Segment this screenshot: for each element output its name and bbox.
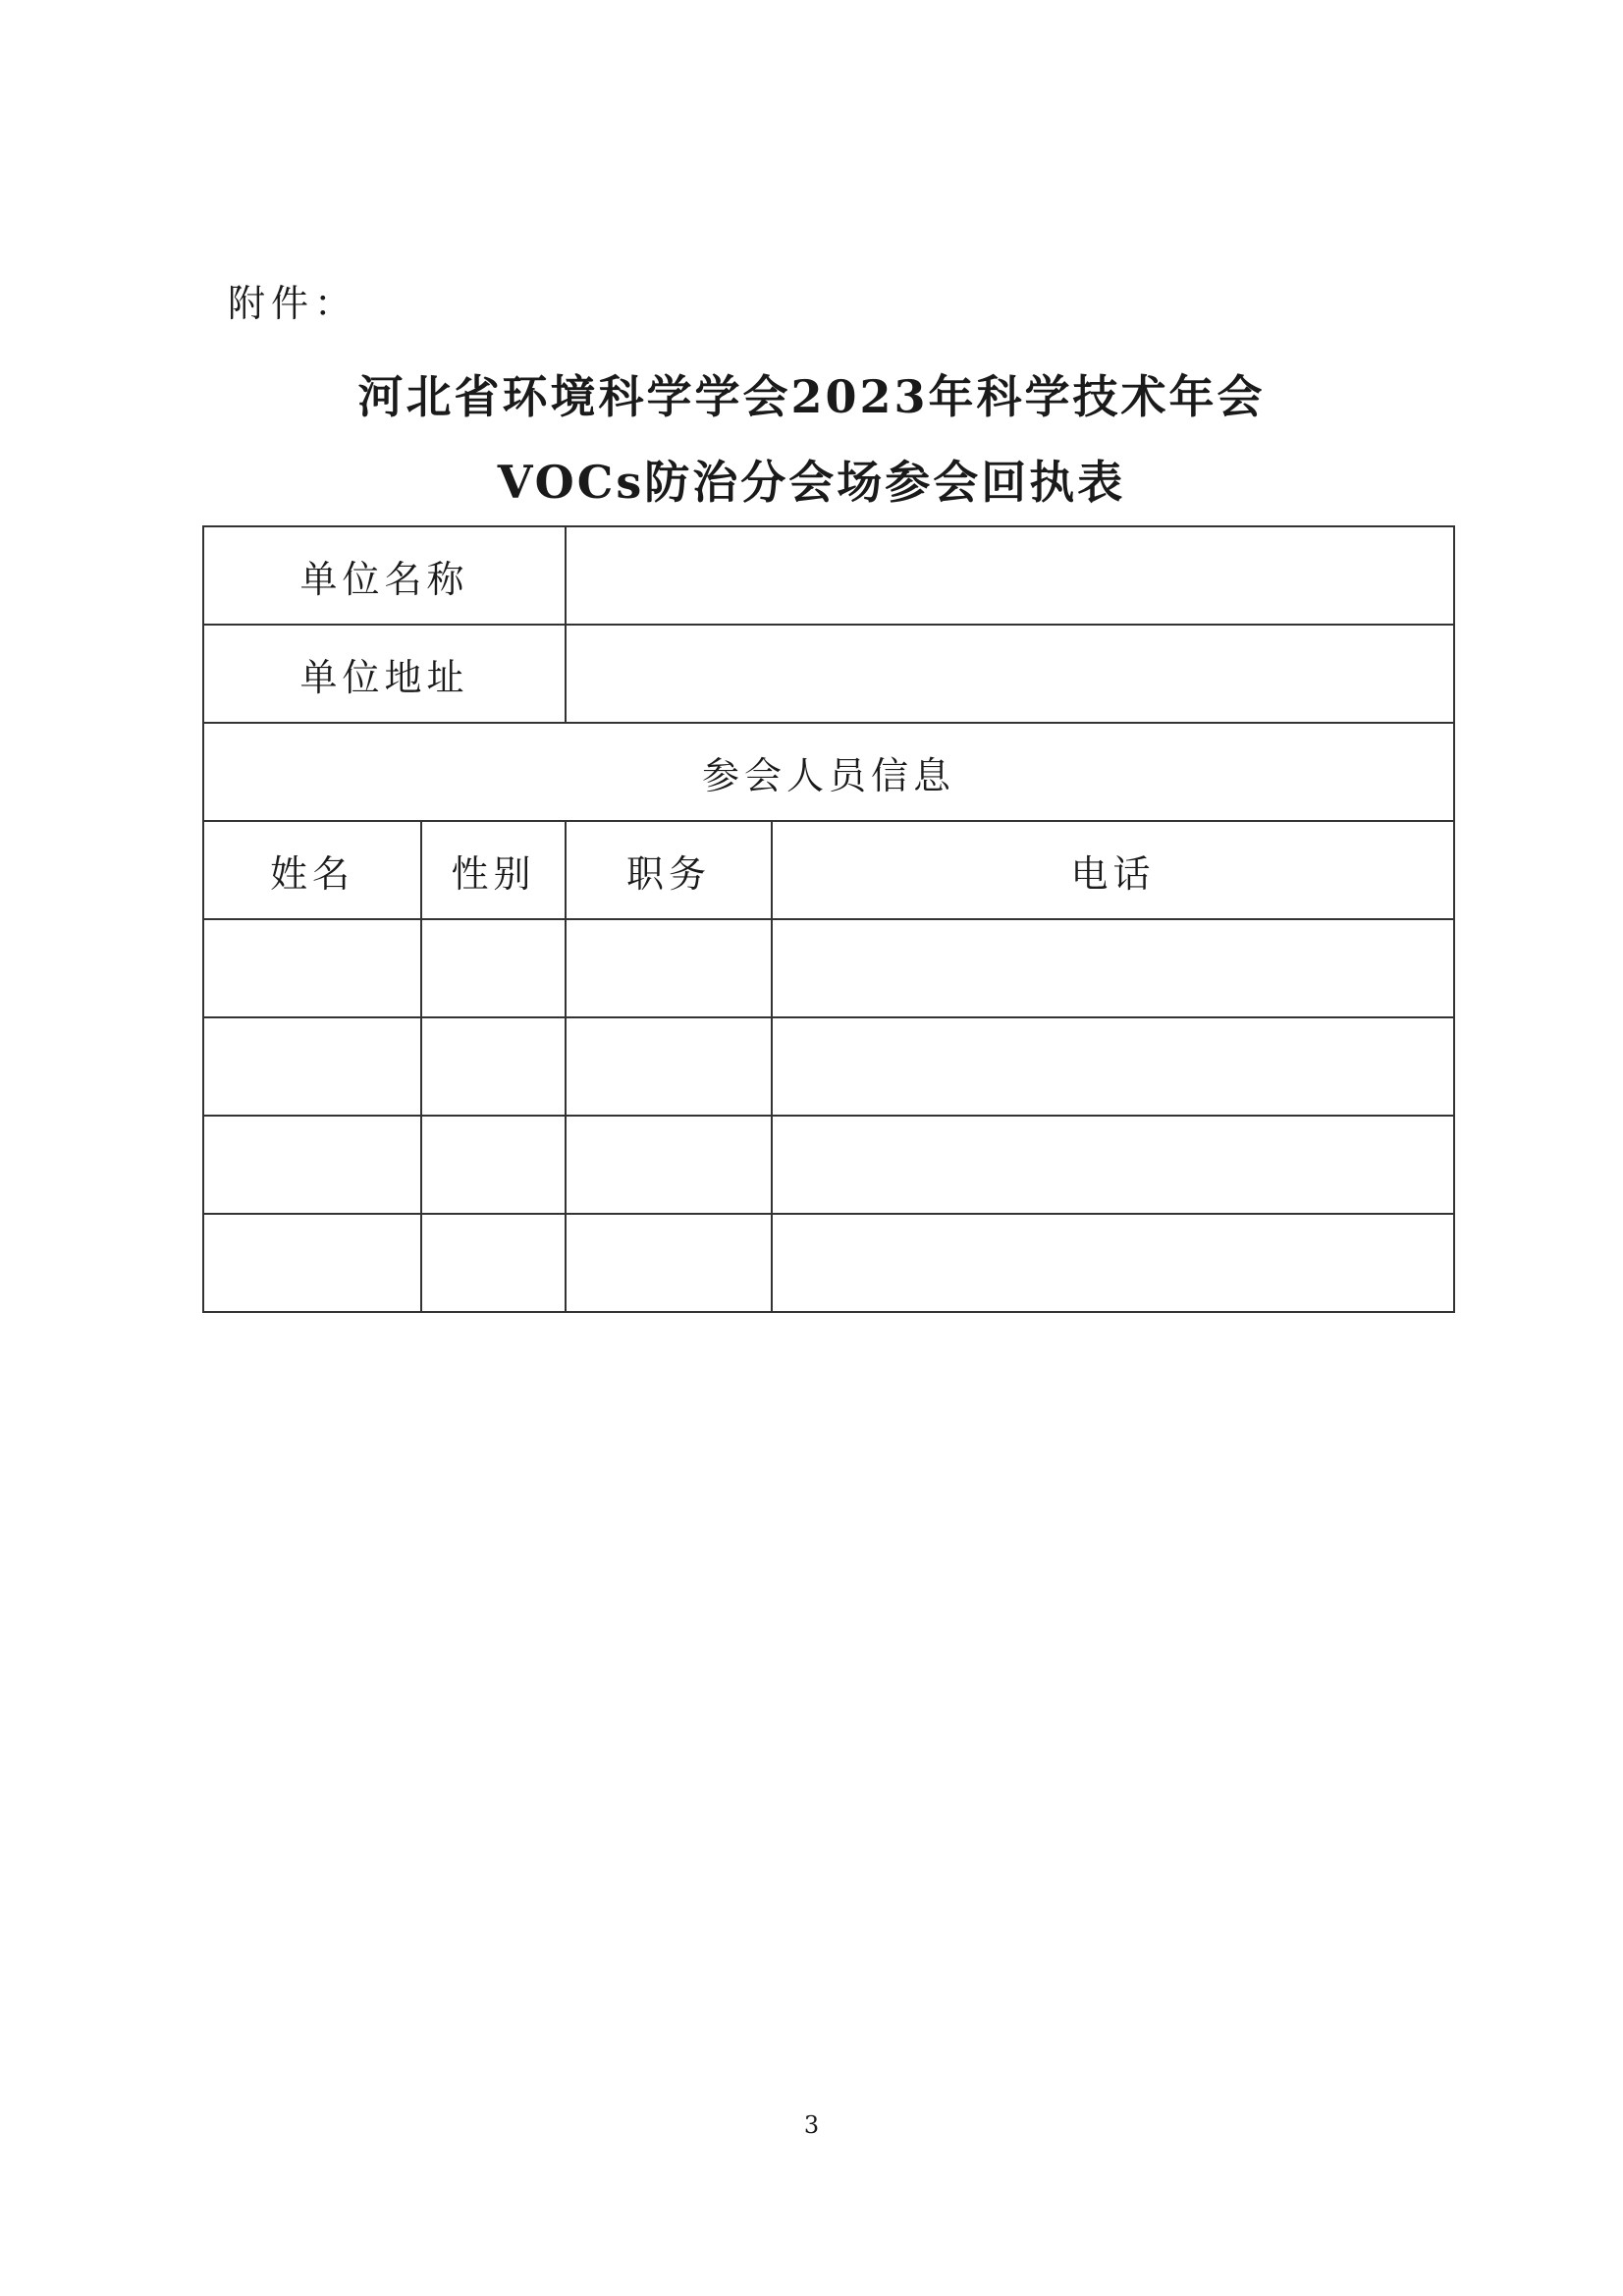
name-cell[interactable]: [203, 1214, 421, 1312]
unit-name-label: 单位名称: [203, 526, 566, 625]
phone-cell[interactable]: [772, 1214, 1454, 1312]
document-title-line-1: 河北省环境科学学会2023年科学技术年会: [357, 370, 1266, 423]
position-cell[interactable]: [566, 1214, 772, 1312]
table-row: [203, 1116, 1454, 1214]
position-cell[interactable]: [566, 1116, 772, 1214]
name-cell[interactable]: [203, 1017, 421, 1116]
position-cell[interactable]: [566, 919, 772, 1017]
phone-cell[interactable]: [772, 919, 1454, 1017]
page-number: 3: [803, 2111, 820, 2139]
gender-cell[interactable]: [421, 1214, 566, 1312]
column-header-gender: 性别: [421, 821, 566, 919]
gender-cell[interactable]: [421, 1017, 566, 1116]
unit-name-field[interactable]: [566, 526, 1454, 625]
table-row: [203, 1214, 1454, 1312]
name-cell[interactable]: [203, 919, 421, 1017]
section-heading-row: [203, 723, 1454, 821]
name-cell[interactable]: [203, 1116, 421, 1214]
unit-address-row: [203, 625, 1454, 723]
gender-cell[interactable]: [421, 1116, 566, 1214]
unit-address-field[interactable]: [566, 625, 1454, 723]
phone-cell[interactable]: [772, 1116, 1454, 1214]
attachment-label: 附件：: [228, 282, 358, 325]
column-header-phone: 电话: [772, 821, 1454, 919]
column-header-name: 姓名: [203, 821, 421, 919]
column-header-row: [203, 821, 1454, 919]
position-cell[interactable]: [566, 1017, 772, 1116]
table-row: [203, 919, 1454, 1017]
phone-cell[interactable]: [772, 1017, 1454, 1116]
gender-cell[interactable]: [421, 919, 566, 1017]
registration-form-table: [202, 525, 1455, 1313]
table-row: [203, 1017, 1454, 1116]
document-title-line-2: VOCs防治分会场参会回执表: [497, 456, 1126, 509]
section-heading: 参会人员信息: [203, 723, 1454, 821]
unit-name-row: [203, 526, 1454, 625]
column-header-position: 职务: [566, 821, 772, 919]
unit-address-label: 单位地址: [203, 625, 566, 723]
